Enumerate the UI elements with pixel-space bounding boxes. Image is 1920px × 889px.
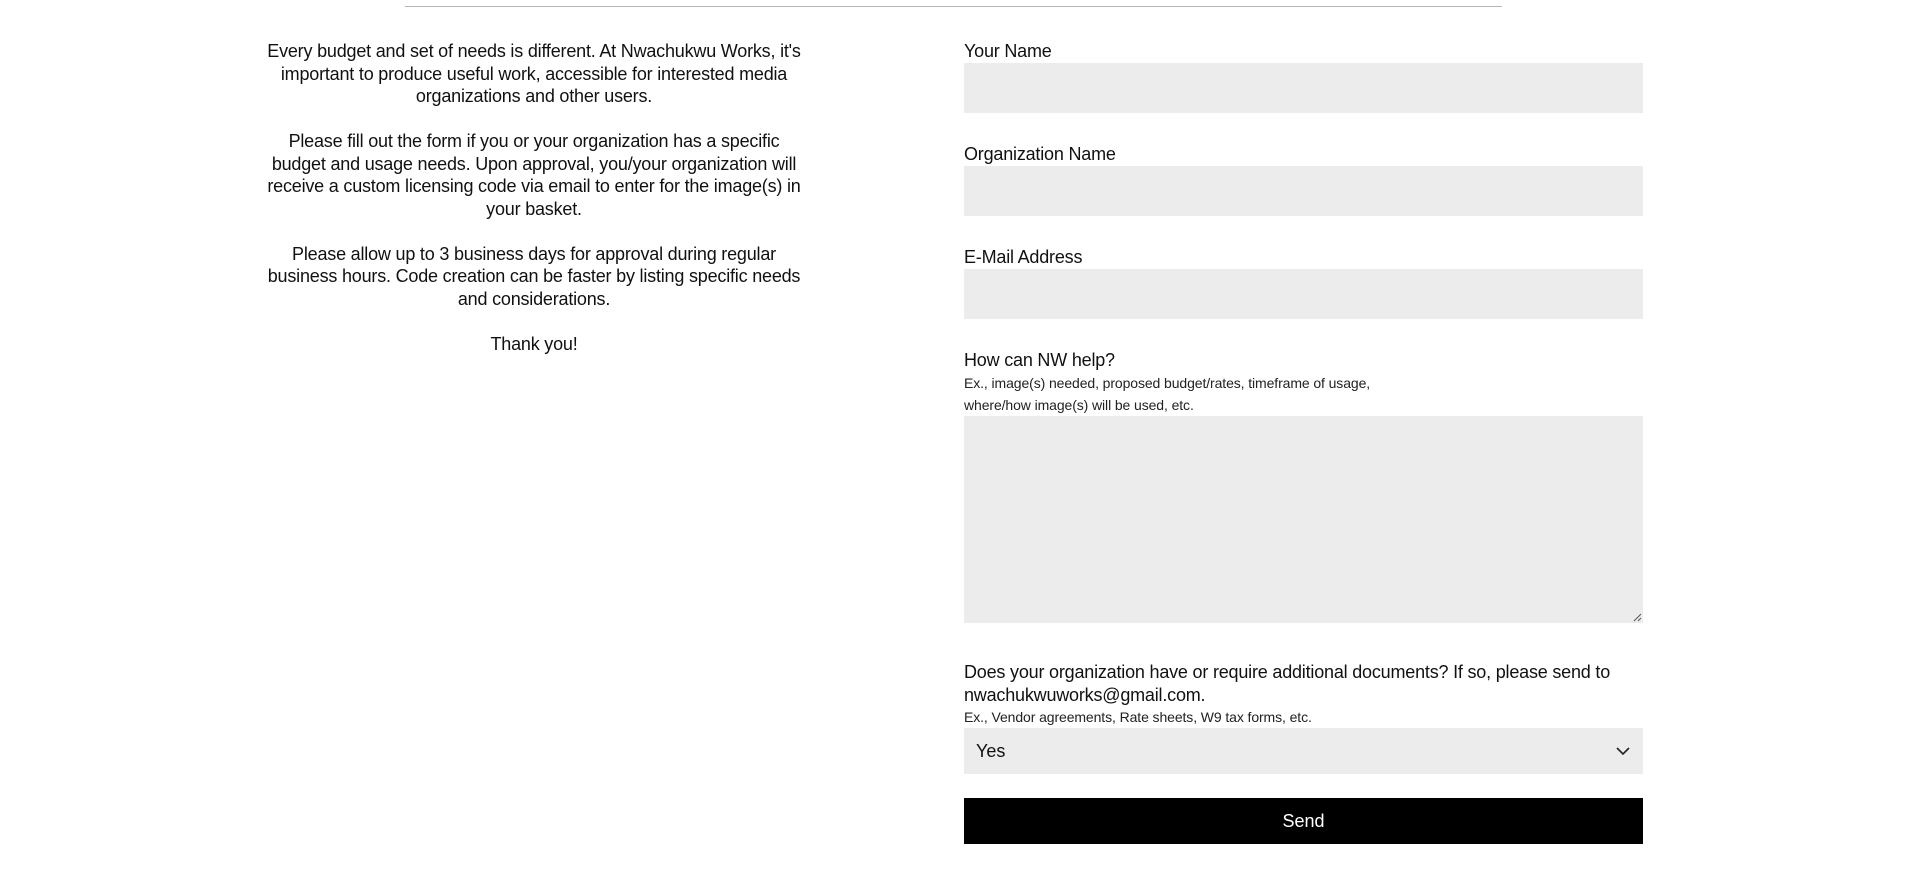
name-label: Your Name	[964, 41, 1052, 61]
help-textarea-wrapper	[964, 416, 1643, 623]
email-label: E-Mail Address	[964, 247, 1083, 267]
documents-hint: Ex., Vendor agreements, Rate sheets, W9 tax forms, etc.	[964, 709, 1312, 725]
email-input[interactable]	[964, 269, 1643, 319]
documents-select-value: Yes	[976, 740, 1006, 761]
help-label: How can NW help?	[964, 350, 1115, 370]
help-textarea[interactable]	[964, 416, 1643, 623]
name-input[interactable]	[964, 63, 1643, 113]
documents-select[interactable]	[964, 728, 1643, 774]
help-hint-line-1: Ex., image(s) needed, proposed budget/rates, timeframe of usage,	[964, 375, 1371, 391]
intro-text	[262, 40, 806, 378]
chevron-down-icon	[1615, 743, 1631, 759]
intro-paragraph: Please fill out the form if you or your organization has a specific budget and usage needs. Upon approval, you/your organization will receive a custom licensing code via email to enter for the image(s) in your basket.	[267, 131, 801, 219]
intro-paragraph: Please allow up to 3 business days for approval during regular business hours. Code creation can be faster by listing specific needs and considerations.	[267, 243, 801, 309]
resize-handle-icon[interactable]	[1632, 612, 1642, 622]
intro-paragraph: Every budget and set of needs is different. At Nwachukwu Works, it's important to produce useful work, accessible for interested media organizations and other users.	[267, 41, 801, 106]
organization-label: Organization Name	[964, 144, 1116, 164]
documents-label: Does your organization have or require additional documents? If so, please send to nwachukwuworks@gmail.com.	[964, 662, 1611, 705]
thank-you-text: Thank you!	[490, 333, 578, 354]
top-divider	[405, 6, 1502, 7]
organization-input[interactable]	[964, 166, 1643, 216]
license-request-form	[964, 40, 1643, 844]
help-hint-line-2: where/how image(s) will be used, etc.	[964, 397, 1194, 413]
send-button[interactable]: Send	[964, 798, 1643, 844]
